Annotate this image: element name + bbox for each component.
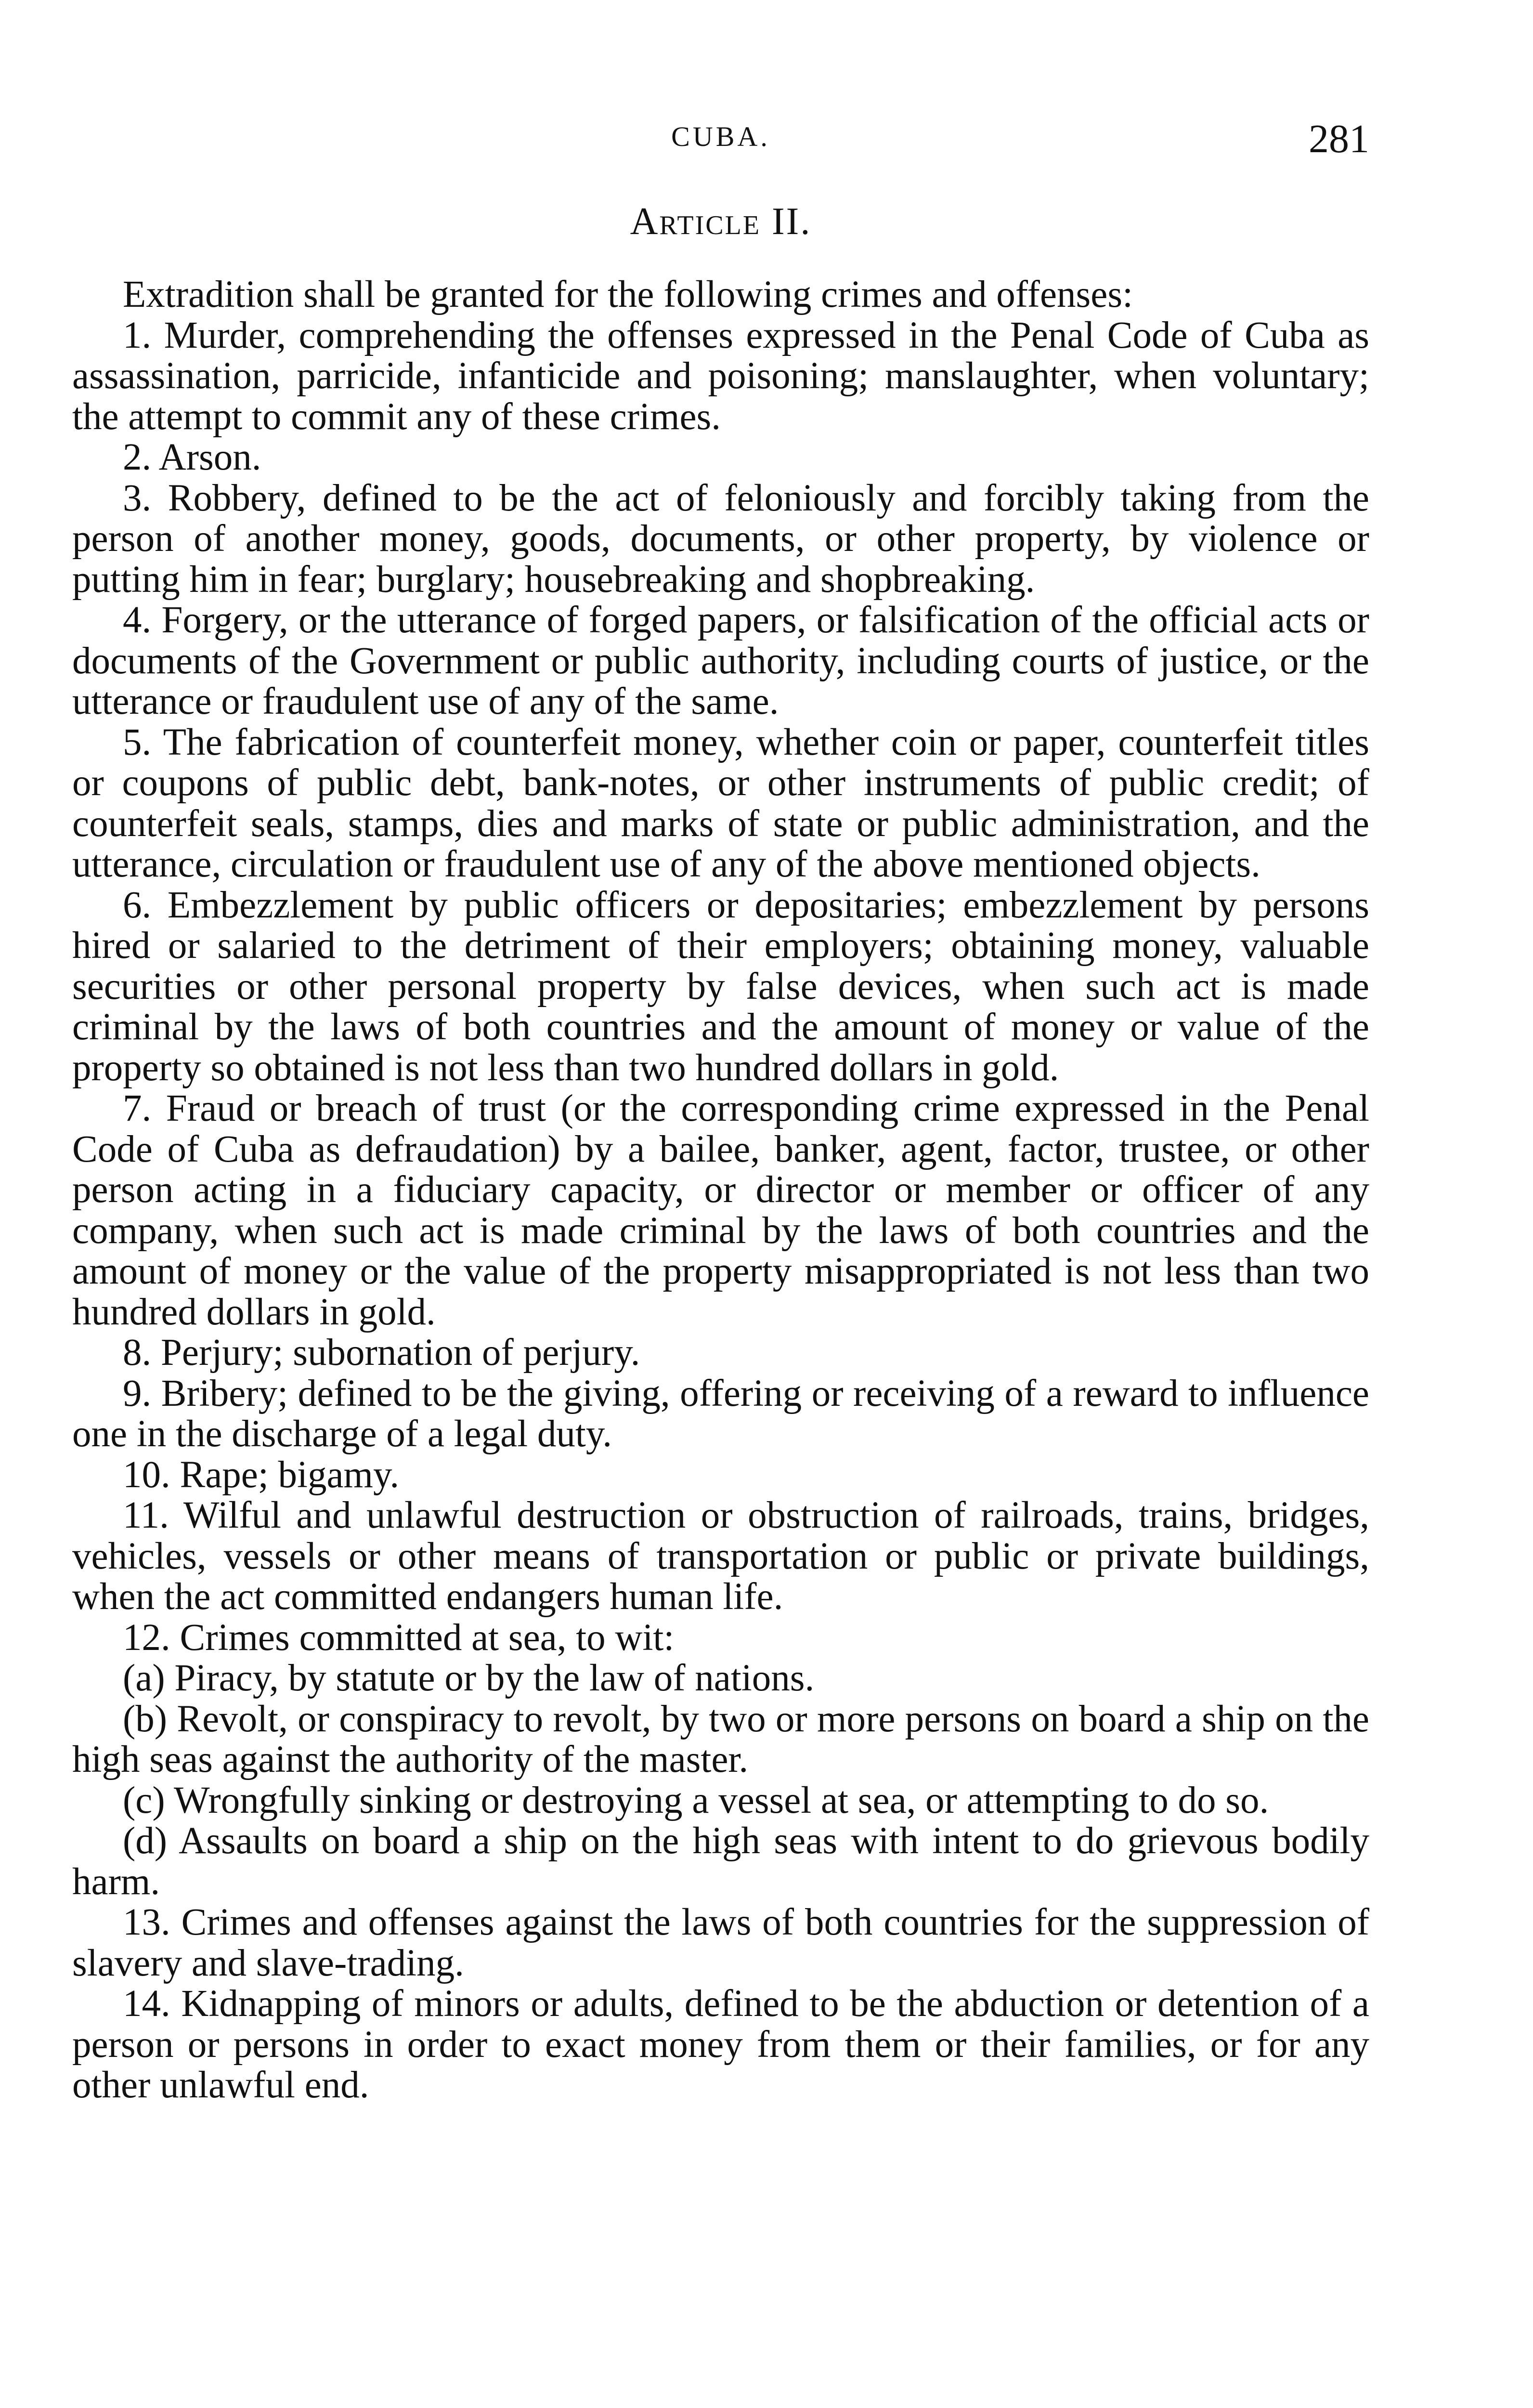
- paragraph-item-9: 9. Bribery; defined to be the giving, offering or receiving of a reward to influence one in the discharge of a legal duty.: [72, 1372, 1369, 1455]
- paragraph-item-5: 5. The fabrication of counterfeit money, whether coin or paper, counterfeit titles or coupons of public debt, bank-notes, or other instruments of public credit; of counterfeit seals, stamps, dies and marks of state or public administration, and the utterance, circulation or fraudulent use of any of the above mentioned objects.: [72, 721, 1369, 885]
- paragraph-item-12c: (c) Wrongfully sinking or destroying a vessel at sea, or attempting to do so.: [123, 1779, 1269, 1821]
- paragraph-item-7: 7. Fraud or breach of trust (or the corresponding crime expressed in the Penal Code of Cuba as defraudation) by a bailee, banker, agent, factor, trustee, or other person acting in a fiduciary capacity, or director or member or officer of any company, when such act is made criminal by the laws of both countries and the amount of money or the value of the property misappropriated is not less than two hundred dollars in gold.: [72, 1087, 1369, 1333]
- document-page: [72, 0, 1369, 2106]
- paragraph-item-3: 3. Robbery, defined to be the act of feloniously and forcibly taking from the person of another money, goods, documents, or other property, by violence or putting him in fear; burglary; housebreaking and shopbreaking.: [72, 477, 1369, 601]
- paragraph-item-10: 10. Rape; bigamy.: [123, 1453, 400, 1496]
- running-title: CUBA.: [671, 121, 770, 152]
- paragraph-item-12: 12. Crimes committed at sea, to wit:: [123, 1616, 675, 1659]
- paragraph-item-11: 11. Wilful and unlawful destruction or obstruction of railroads, trains, bridges, vehicles, vessels or other means of transportation or public or private buildings, when the act committed endangers human life.: [72, 1494, 1369, 1618]
- paragraph-item-6: 6. Embezzlement by public officers or depositaries; embezzlement by persons hired or salaried to the detriment of their employers; obtaining money, valuable securities or other personal property by false devices, when such act is made criminal by the laws of both countries and the amount of money or value of the property so obtained is not less than two hundred dollars in gold.: [72, 884, 1369, 1089]
- paragraph-item-4: 4. Forgery, or the utterance of forged papers, or falsification of the official acts or documents of the Government or public authority, including courts of justice, or the utterance or fraudulent use of any of the same.: [72, 599, 1369, 722]
- paragraph-item-12b: (b) Revolt, or conspiracy to revolt, by two or more persons on board a ship on the high seas against the authority of the master.: [72, 1698, 1369, 1780]
- page-header: [72, 0, 1369, 243]
- paragraph-item-8: 8. Perjury; subornation of perjury.: [123, 1332, 640, 1374]
- paragraph-item-12d: (d) Assaults on board a ship on the high seas with intent to do grievous bodily harm.: [72, 1820, 1369, 1903]
- article-body: [72, 275, 1369, 2106]
- page-number: 281: [1309, 117, 1369, 161]
- paragraph-item-14: 14. Kidnapping of minors or adults, defined to be the abduction or detention of a person or persons in order to exact money from them or their families, or for any other unlawful end.: [72, 1983, 1369, 2106]
- paragraph-item-1: 1. Murder, comprehending the offenses expressed in the Penal Code of Cuba as assassination, parricide, infanticide and poisoning; manslaughter, when voluntary; the attempt to commit any of these crimes.: [72, 314, 1369, 438]
- paragraph-intro: Extradition shall be granted for the following crimes and offenses:: [123, 274, 1133, 315]
- paragraph-item-13: 13. Crimes and offenses against the laws of both countries for the suppression of slavery and slave-trading.: [72, 1901, 1369, 1984]
- paragraph-item-2: 2. Arson.: [123, 436, 261, 478]
- paragraph-item-12a: (a) Piracy, by statute or by the law of nations.: [123, 1657, 815, 1699]
- article-heading: Article II.: [630, 200, 812, 243]
